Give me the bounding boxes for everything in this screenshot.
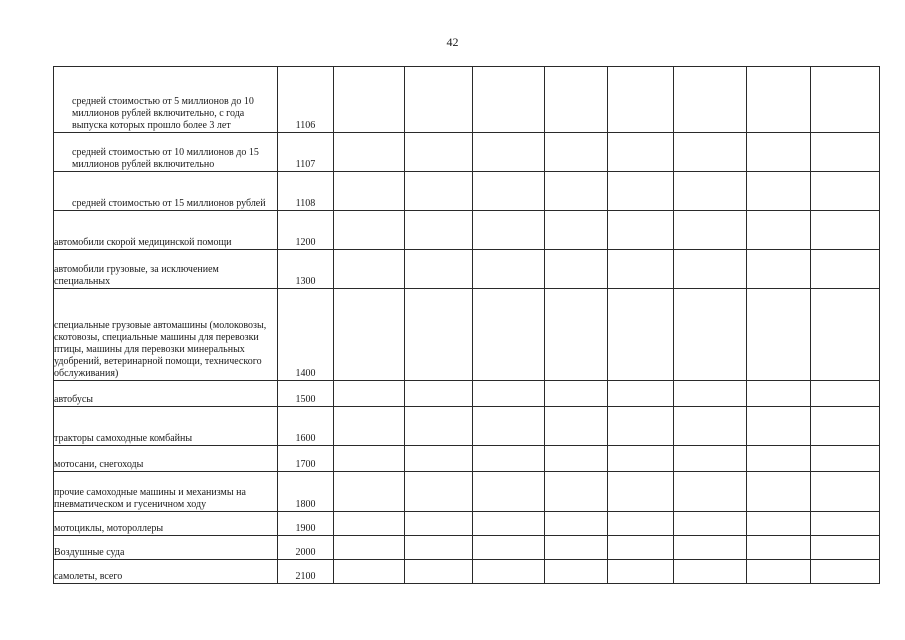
value-cell — [545, 289, 608, 381]
value-cell — [473, 446, 545, 472]
value-cell — [334, 472, 405, 512]
value-cell — [473, 472, 545, 512]
value-cell — [473, 407, 545, 446]
value-cell — [747, 67, 811, 133]
row-name: тракторы самоходные комбайны — [54, 407, 278, 446]
value-cell — [473, 560, 545, 584]
table-row — [54, 381, 880, 407]
row-name: средней стоимостью от 15 миллионов рублей — [54, 172, 278, 211]
row-name: автомобили скорой медицинской помощи — [54, 211, 278, 250]
table-row — [54, 211, 880, 250]
value-cell — [545, 472, 608, 512]
value-cell — [545, 560, 608, 584]
value-cell — [405, 381, 473, 407]
value-cell — [334, 250, 405, 289]
value-cell — [334, 560, 405, 584]
value-cell — [473, 211, 545, 250]
value-cell — [811, 407, 880, 446]
value-cell — [608, 211, 674, 250]
value-cell — [747, 133, 811, 172]
value-cell — [405, 512, 473, 536]
table-row — [54, 289, 880, 381]
value-cell — [405, 133, 473, 172]
value-cell — [674, 536, 747, 560]
value-cell — [405, 446, 473, 472]
value-cell — [473, 381, 545, 407]
value-cell — [608, 512, 674, 536]
value-cell — [473, 536, 545, 560]
value-cell — [674, 67, 747, 133]
row-code: 1300 — [278, 250, 334, 289]
table-row — [54, 536, 880, 560]
value-cell — [674, 289, 747, 381]
value-cell — [545, 536, 608, 560]
value-cell — [811, 67, 880, 133]
value-cell — [545, 133, 608, 172]
value-cell — [545, 172, 608, 211]
table-row — [54, 172, 880, 211]
row-code: 1600 — [278, 407, 334, 446]
value-cell — [747, 536, 811, 560]
value-cell — [674, 172, 747, 211]
value-cell — [811, 211, 880, 250]
value-cell — [811, 381, 880, 407]
row-name: автомобили грузовые, за исключением специальных — [54, 250, 278, 289]
row-code: 1900 — [278, 512, 334, 536]
value-cell — [334, 536, 405, 560]
value-cell — [405, 536, 473, 560]
value-cell — [674, 560, 747, 584]
value-cell — [747, 211, 811, 250]
value-cell — [405, 250, 473, 289]
value-cell — [608, 67, 674, 133]
value-cell — [473, 172, 545, 211]
value-cell — [334, 172, 405, 211]
row-code: 1107 — [278, 133, 334, 172]
value-cell — [405, 67, 473, 133]
value-cell — [405, 289, 473, 381]
value-cell — [334, 211, 405, 250]
value-cell — [334, 407, 405, 446]
value-cell — [674, 446, 747, 472]
row-code: 1106 — [278, 67, 334, 133]
table-body — [54, 67, 880, 584]
value-cell — [405, 472, 473, 512]
row-code: 1700 — [278, 446, 334, 472]
value-cell — [545, 512, 608, 536]
value-cell — [405, 172, 473, 211]
row-code: 2100 — [278, 560, 334, 584]
value-cell — [608, 250, 674, 289]
value-cell — [811, 472, 880, 512]
value-cell — [608, 172, 674, 211]
table-row — [54, 512, 880, 536]
value-cell — [608, 446, 674, 472]
value-cell — [811, 536, 880, 560]
value-cell — [747, 560, 811, 584]
value-cell — [747, 512, 811, 536]
value-cell — [811, 289, 880, 381]
row-name: средней стоимостью от 5 миллионов до 10 миллионов рублей включительно, с года выпуска которых прошло более 3 лет — [54, 67, 278, 133]
value-cell — [608, 289, 674, 381]
value-cell — [473, 133, 545, 172]
value-cell — [608, 381, 674, 407]
page-number: 42 — [446, 35, 459, 49]
value-cell — [674, 381, 747, 407]
value-cell — [608, 472, 674, 512]
value-cell — [674, 407, 747, 446]
value-cell — [747, 381, 811, 407]
value-cell — [608, 536, 674, 560]
value-cell — [545, 446, 608, 472]
value-cell — [608, 407, 674, 446]
value-cell — [747, 472, 811, 512]
row-code: 1108 — [278, 172, 334, 211]
row-name: автобусы — [54, 381, 278, 407]
value-cell — [334, 381, 405, 407]
value-cell — [747, 407, 811, 446]
row-name: мотосани, снегоходы — [54, 446, 278, 472]
value-cell — [334, 133, 405, 172]
table-row — [54, 560, 880, 584]
value-cell — [334, 512, 405, 536]
value-cell — [747, 172, 811, 211]
value-cell — [674, 472, 747, 512]
value-cell — [674, 512, 747, 536]
value-cell — [334, 446, 405, 472]
row-name: Воздушные суда — [54, 536, 278, 560]
row-code: 1500 — [278, 381, 334, 407]
row-name: прочие самоходные машины и механизмы на пневматическом и гусеничном ходу — [54, 472, 278, 512]
row-name: самолеты, всего — [54, 560, 278, 584]
value-cell — [334, 289, 405, 381]
value-cell — [674, 133, 747, 172]
value-cell — [747, 446, 811, 472]
table-row — [54, 250, 880, 289]
row-code: 1200 — [278, 211, 334, 250]
value-cell — [811, 446, 880, 472]
value-cell — [473, 250, 545, 289]
value-cell — [405, 407, 473, 446]
value-cell — [473, 67, 545, 133]
value-cell — [545, 250, 608, 289]
value-cell — [405, 211, 473, 250]
value-cell — [811, 133, 880, 172]
row-name: мотоциклы, мотороллеры — [54, 512, 278, 536]
value-cell — [674, 211, 747, 250]
value-cell — [811, 172, 880, 211]
table-row — [54, 446, 880, 472]
row-code: 1800 — [278, 472, 334, 512]
table-row — [54, 407, 880, 446]
value-cell — [674, 250, 747, 289]
value-cell — [405, 560, 473, 584]
table-row — [54, 472, 880, 512]
table-row — [54, 133, 880, 172]
row-code: 1400 — [278, 289, 334, 381]
row-name: специальные грузовые автомашины (молоковозы, скотовозы, специальные машины для перевозки птицы, машины для перевозки минеральных удобрений, ветеринарной помощи, технического обслуживания) — [54, 289, 278, 381]
value-cell — [473, 512, 545, 536]
value-cell — [811, 250, 880, 289]
vehicle-form-table — [53, 66, 880, 584]
row-code: 2000 — [278, 536, 334, 560]
table-row — [54, 67, 880, 133]
value-cell — [545, 211, 608, 250]
value-cell — [334, 67, 405, 133]
value-cell — [747, 250, 811, 289]
row-name: средней стоимостью от 10 миллионов до 15 миллионов рублей включительно — [54, 133, 278, 172]
value-cell — [473, 289, 545, 381]
value-cell — [545, 67, 608, 133]
value-cell — [608, 560, 674, 584]
value-cell — [608, 133, 674, 172]
value-cell — [747, 289, 811, 381]
value-cell — [545, 407, 608, 446]
value-cell — [811, 512, 880, 536]
value-cell — [545, 381, 608, 407]
value-cell — [811, 560, 880, 584]
